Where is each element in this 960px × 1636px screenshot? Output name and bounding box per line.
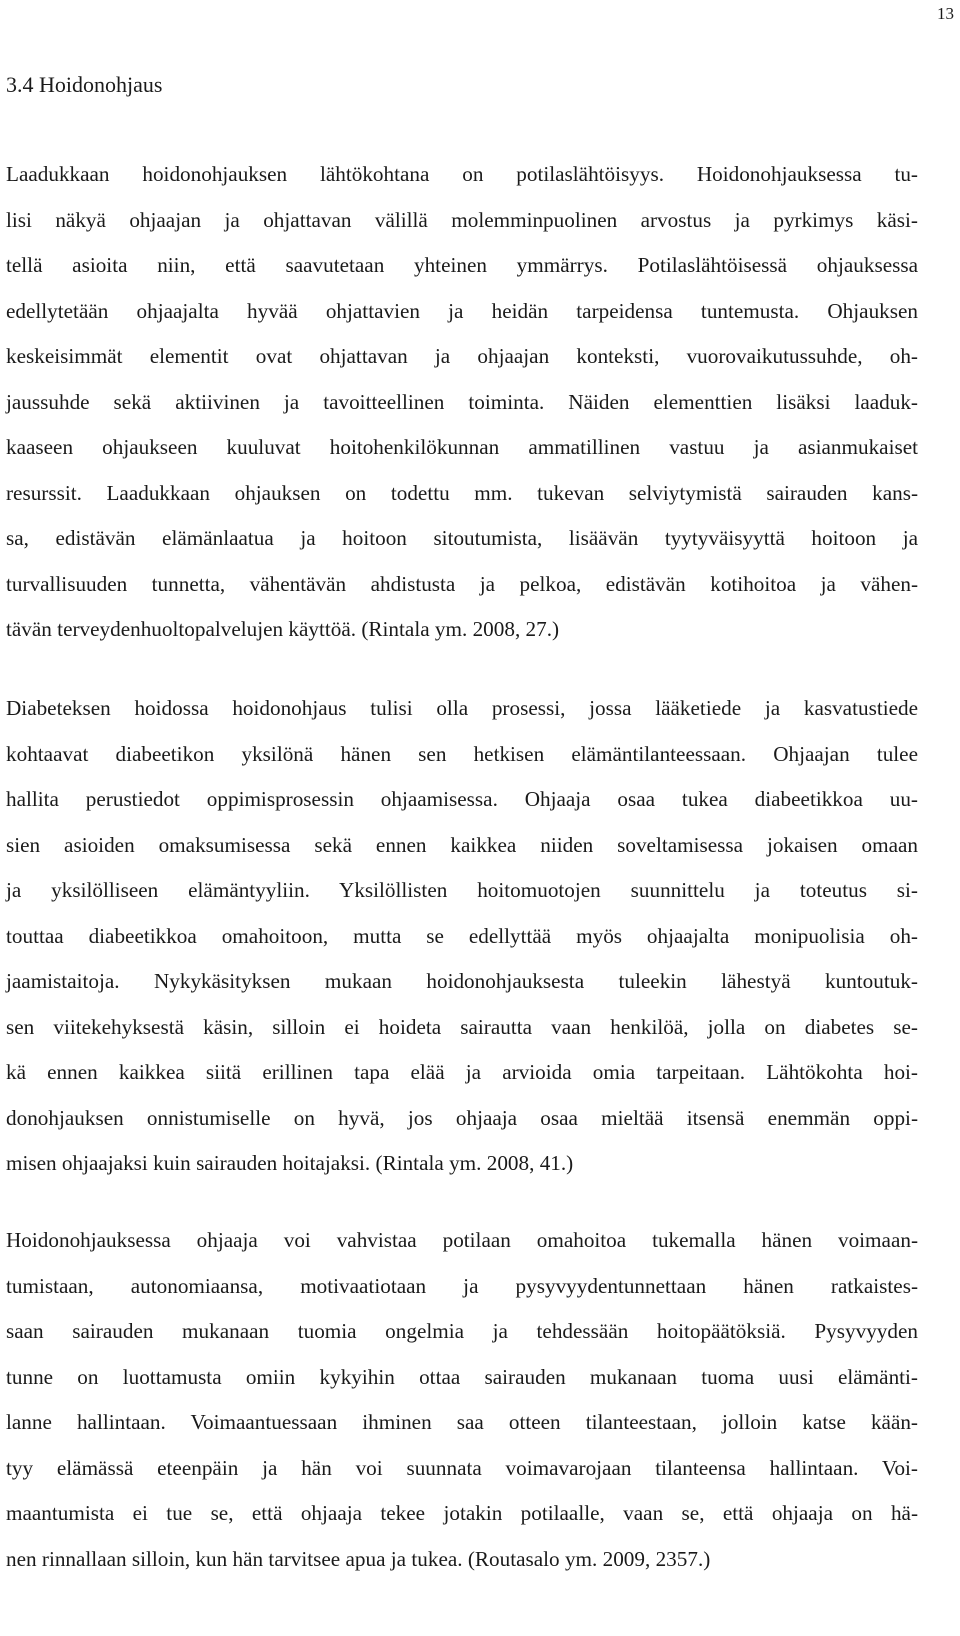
text-line: tävän terveydenhuoltopalvelujen käyttöä. (Rintala ym. 2008, 27.) [6, 617, 560, 641]
text-line: hallita perustiedot oppimisprosessin ohjaamisessa. Ohjaaja osaa tukea diabeetikkoa uu- [6, 787, 918, 811]
text-line: kohtaavat diabeetikon yksilönä hänen sen hetkisen elämäntilanteessaan. Ohjaajan tulee [6, 741, 918, 766]
text-line: Hoidonohjauksessa ohjaaja voi vahvistaa potilaan omahoitoa tukemalla hänen voimaan- [6, 1228, 918, 1252]
text-line: sa, edistävän elämänlaatua ja hoitoon sitoutumista, lisäävän tyytyväisyyttä hoitoon ja [6, 526, 918, 550]
paragraph-patient-centered-guidance [6, 152, 918, 653]
text-line: donohjauksen onnistumiselle on hyvä, jos ohjaaja osaa mieltää itsensä enemmän oppi- [6, 1105, 918, 1130]
text-line: tellä asioita niin, että saavutetaan yhteinen ymmärrys. Potilaslähtöisessä ohjauksessa [6, 253, 918, 277]
text-line: nen rinnallaan silloin, kun hän tarvitsee apua ja tukea. (Routasalo ym. 2009, 2357.) [6, 1546, 711, 1571]
text-line: sien asioiden omaksumisessa sekä ennen kaikkea niiden soveltamisessa jokaisen omaan [6, 832, 918, 857]
text-line: Diabeteksen hoidossa hoidonohjaus tulisi olla prosessi, jossa lääketiede ja kasvatustiede [6, 696, 918, 720]
text-line: Laadukkaan hoidonohjauksen lähtökohtana on potilaslähtöisyys. Hoidonohjauksessa tu- [6, 162, 918, 186]
text-line: turvallisuuden tunnetta, vähentävän ahdistusta ja pelkoa, edistävän kotihoitoa ja vähen- [6, 571, 918, 596]
section-heading: 3.4 Hoidonohjaus [6, 72, 163, 97]
text-line: tyy elämässä eteenpäin ja hän voi suunnata voimavarojaan tilanteensa hallintaan. Voi- [6, 1455, 918, 1480]
text-line: jaamistaitoja. Nykykäsityksen mukaan hoidonohjauksesta tuleekin lähestyä kuntoutuk- [6, 969, 918, 993]
page-number: 13 [937, 4, 954, 23]
text-line: ja yksilölliseen elämäntyyliin. Yksilöllisten hoitomuotojen suunnittelu ja toteutus si- [6, 878, 918, 902]
text-line: kä ennen kaikkea siitä erillinen tapa elää ja arvioida omia tarpeitaan. Lähtökohta hoi- [6, 1060, 918, 1084]
paragraph-diabetes-guidance [6, 686, 918, 1187]
text-line: sen viitekehyksestä käsin, silloin ei hoideta sairautta vaan henkilöä, jolla on diabetes se- [6, 1014, 918, 1039]
text-line: lanne hallintaan. Voimaantuessaan ihminen saa otteen tilanteestaan, jolloin katse kään- [6, 1410, 918, 1434]
text-line: kaaseen ohjaukseen kuuluvat hoitohenkilökunnan ammatillinen vastuu ja asianmukaiset [6, 435, 918, 459]
text-line: keskeisimmät elementit ovat ohjattavan ja ohjaajan konteksti, vuorovaikutussuhde, oh- [6, 344, 918, 368]
text-line: tunne on luottamusta omiin kykyihin ottaa sairauden mukanaan tuoma uusi elämänti- [6, 1364, 918, 1389]
text-line: lisi näkyä ohjaajan ja ohjattavan välillä molemminpuolinen arvostus ja pyrkimys käsi- [6, 207, 918, 232]
text-line: tumistaan, autonomiaansa, motivaatiotaan ja pysyvyydentunnettaan hänen ratkaistes- [6, 1273, 918, 1298]
text-line: resurssit. Laadukkaan ohjauksen on todettu mm. tukevan selviytymistä sairauden kans- [6, 480, 918, 505]
text-line: touttaa diabeetikkoa omahoitoon, mutta se edellyttää myös ohjaajalta monipuolisia oh- [6, 923, 918, 948]
text-line: jaussuhde sekä aktiivinen ja tavoitteellinen toiminta. Näiden elementtien lisäksi laaduk- [6, 389, 918, 414]
text-line: edellytetään ohjaajalta hyvää ohjattavien ja heidän tarpeidensa tuntemusta. Ohjauksen [6, 298, 918, 323]
text-line: maantumista ei tue se, että ohjaaja tekee jotakin potilaalle, vaan se, että ohjaaja on hä- [6, 1501, 918, 1525]
text-line: misen ohjaajaksi kuin sairauden hoitajaksi. (Rintala ym. 2008, 41.) [6, 1151, 574, 1175]
text-line: saan sairauden mukanaan tuomia ongelmia ja tehdessään hoitopäätöksiä. Pysyvyyden [6, 1319, 918, 1343]
paragraph-empowerment [6, 1218, 918, 1582]
